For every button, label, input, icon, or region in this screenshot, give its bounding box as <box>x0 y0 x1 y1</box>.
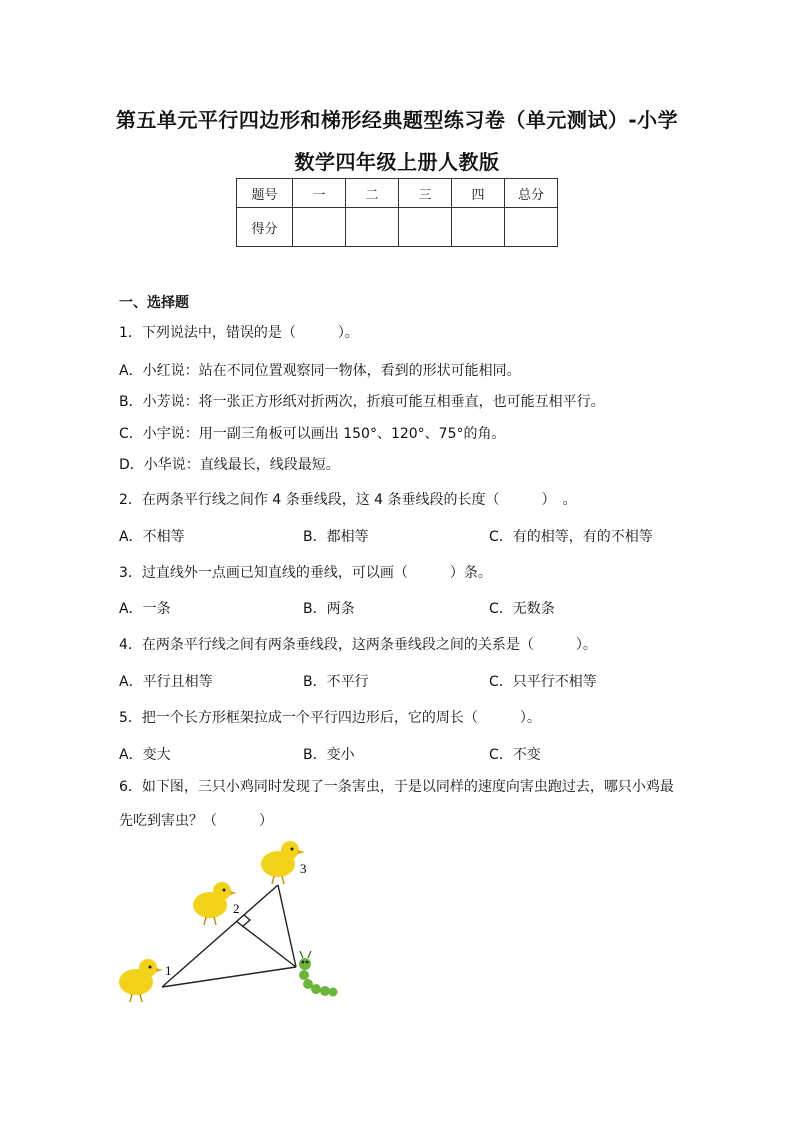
question-1-option-c: C．小宇说：用一副三角板可以画出 150°、120°、75°的角。 <box>119 426 506 442</box>
score-table-score-row <box>237 208 558 247</box>
header-cell: 二 <box>346 179 399 208</box>
question-4-option-a: A．平行且相等 <box>119 674 213 690</box>
question-2-option-b: B．都相等 <box>303 529 369 545</box>
section-heading: 一、选择题 <box>119 295 189 311</box>
question-2-option-c: C．有的相等，有的不相等 <box>489 529 653 545</box>
question-5-option-b: B．变小 <box>303 747 355 763</box>
question-3-option-c: C．无数条 <box>489 601 555 617</box>
header-cell: 三 <box>399 179 452 208</box>
chick-3-icon <box>261 841 305 884</box>
score-label-cell: 得分 <box>237 208 293 247</box>
score-table-header-row <box>237 179 558 208</box>
question-1-option-a: A．小红说：站在不同位置观察同一物体，看到的形状可能相同。 <box>119 363 521 379</box>
caterpillar-icon <box>299 951 338 997</box>
score-input-cell[interactable] <box>505 208 558 247</box>
header-cell: 一 <box>293 179 346 208</box>
point-label-1: 1 <box>165 963 172 978</box>
chick-2-icon <box>193 882 237 925</box>
question-3-stem: 3．过直线外一点画已知直线的垂线，可以画（ ）条。 <box>119 565 492 581</box>
score-input-cell[interactable] <box>346 208 399 247</box>
point-label-2: 2 <box>233 901 240 916</box>
page-title-line1: 第五单元平行四边形和梯形经典题型练习卷（单元测试）-小学 <box>115 108 679 132</box>
chick-triangle-figure <box>110 838 350 1008</box>
question-4-stem: 4．在两条平行线之间有两条垂线段，这两条垂线段之间的关系是（ ）。 <box>119 637 597 653</box>
score-input-cell[interactable] <box>399 208 452 247</box>
question-1-stem: 1．下列说法中，错误的是（ ）。 <box>119 325 359 341</box>
question-6-stem-line2: 先吃到害虫？（ ） <box>119 813 273 829</box>
question-5-option-c: C．不变 <box>489 747 541 763</box>
question-3-option-a: A．一条 <box>119 601 171 617</box>
chick-1-icon <box>119 959 163 1002</box>
question-6-stem-line1: 6．如下图，三只小鸡同时发现了一条害虫，于是以同样的速度向害虫跑过去，哪只小鸡最 <box>119 779 674 795</box>
question-3-option-b: B．两条 <box>303 601 355 617</box>
score-input-cell[interactable] <box>293 208 346 247</box>
point-label-3: 3 <box>300 861 307 876</box>
triangle-lines <box>162 885 296 987</box>
header-cell: 四 <box>452 179 505 208</box>
header-cell: 题号 <box>237 179 293 208</box>
question-2-stem: 2．在两条平行线之间作 4 条垂线段，这 4 条垂线段的长度（ ） 。 <box>119 492 577 508</box>
question-1-option-d: D．小华说：直线最长，线段最短。 <box>119 457 340 473</box>
right-angle-mark <box>242 915 250 927</box>
question-5-option-a: A．变大 <box>119 747 171 763</box>
question-5-stem: 5．把一个长方形框架拉成一个平行四边形后，它的周长（ ）。 <box>119 710 541 726</box>
header-cell: 总分 <box>505 179 558 208</box>
score-input-cell[interactable] <box>452 208 505 247</box>
question-2-option-a: A．不相等 <box>119 529 185 545</box>
question-1-option-b: B．小芳说：将一张正方形纸对折两次，折痕可能互相垂直，也可能互相平行。 <box>119 394 605 410</box>
page-title-line2: 数学四年级上册人教版 <box>294 150 500 174</box>
score-table <box>236 178 558 247</box>
question-4-option-b: B．不平行 <box>303 674 369 690</box>
question-4-option-c: C．只平行不相等 <box>489 674 597 690</box>
